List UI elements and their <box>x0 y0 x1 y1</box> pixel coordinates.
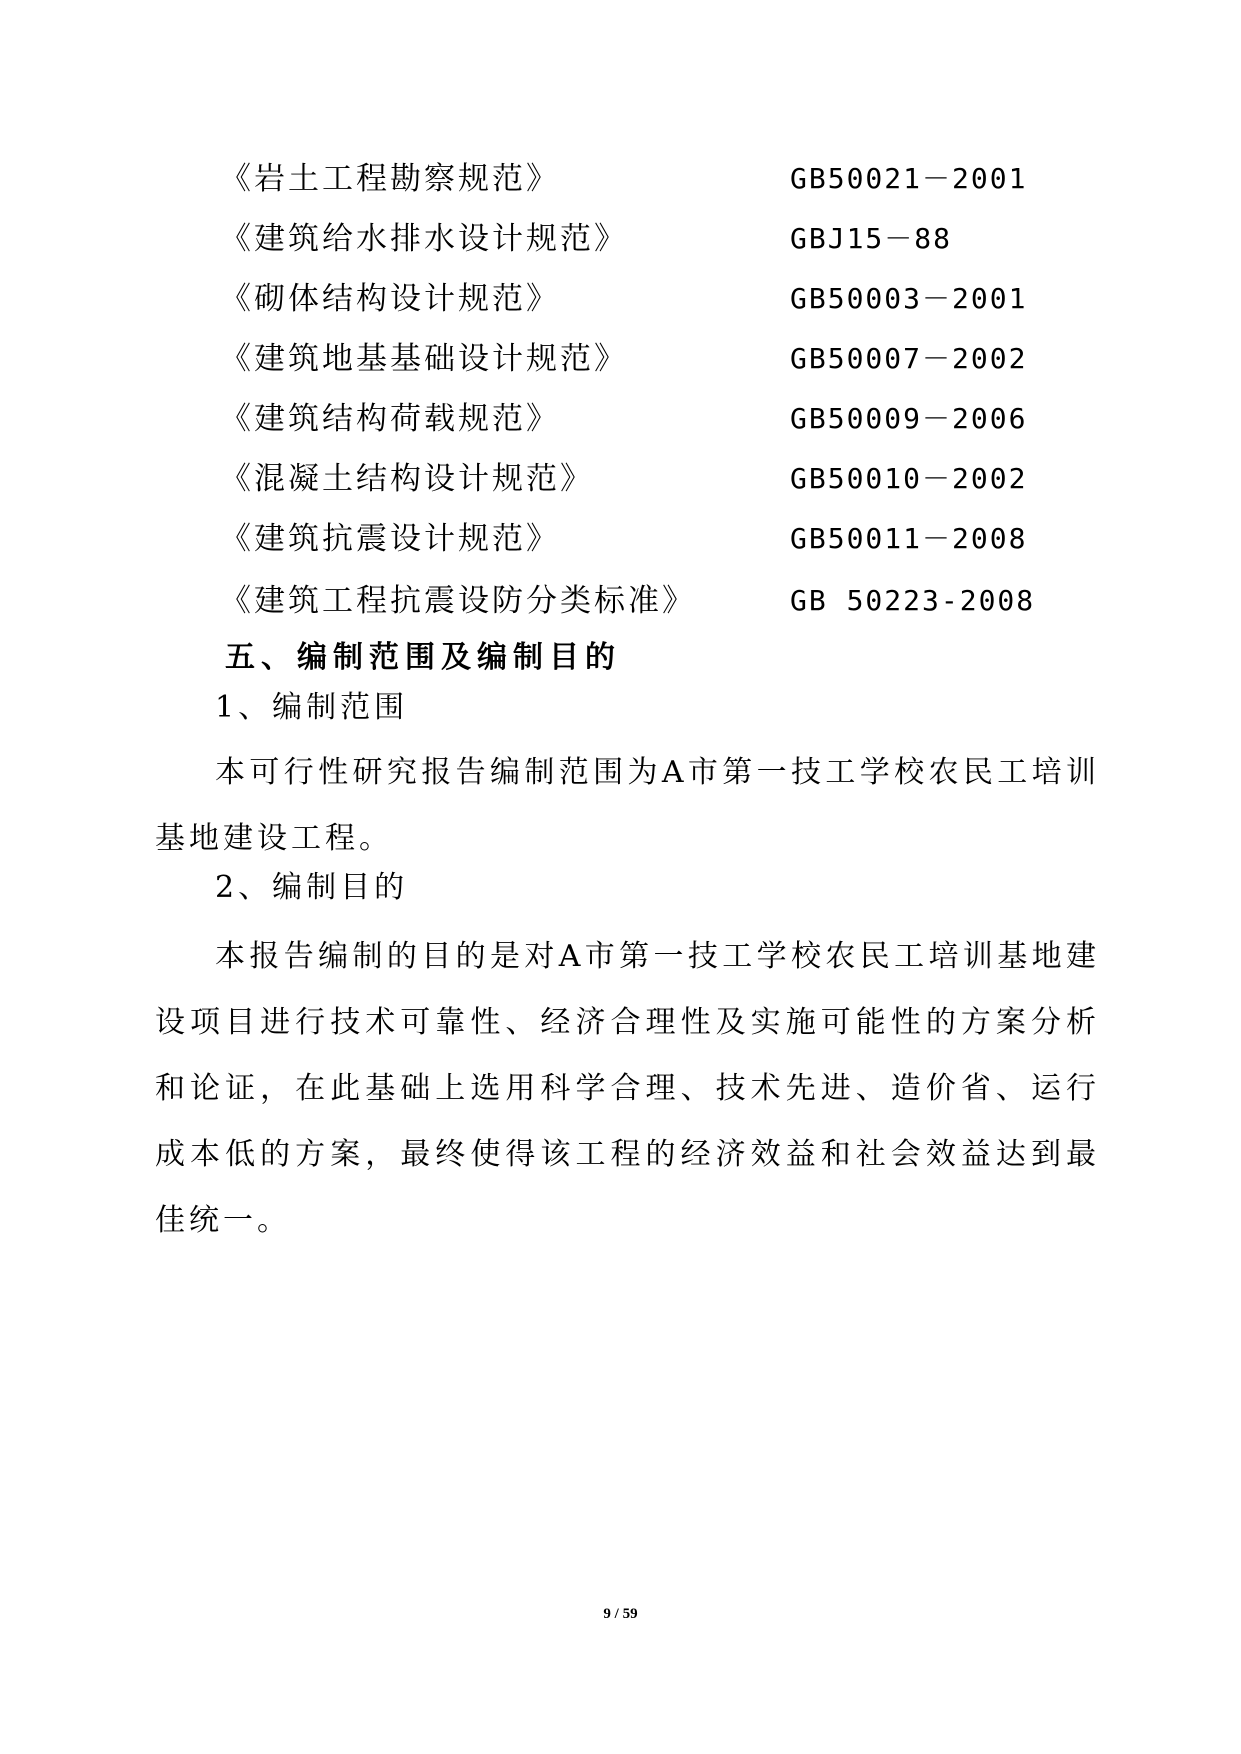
standard-row <box>0 279 1241 319</box>
standard-name: 《建筑地基基础设计规范》 <box>220 341 628 377</box>
standard-row <box>0 159 1241 199</box>
standard-code: GB50003－2001 <box>790 282 1028 315</box>
standard-name: 《建筑抗震设计规范》 <box>220 521 560 557</box>
standard-row <box>0 339 1241 379</box>
scope-paragraph: 本可行性研究报告编制范围为A市第一技工学校农民工培训基地建设工程。 <box>155 755 1100 856</box>
standard-row <box>0 219 1241 259</box>
purpose-title: 2、编制目的 <box>215 870 409 905</box>
standard-code: GB50010－2002 <box>790 462 1028 495</box>
standard-code: GBJ15－88 <box>790 222 953 255</box>
standard-code: GB50011－2008 <box>790 522 1028 555</box>
standard-row <box>0 459 1241 499</box>
standard-code: GB50009－2006 <box>790 402 1028 435</box>
standard-code: GB50007－2002 <box>790 342 1028 375</box>
scope-title: 1、编制范围 <box>215 690 409 725</box>
standard-name: 《建筑给水排水设计规范》 <box>220 221 628 257</box>
standard-row <box>0 581 1241 621</box>
standard-name: 《建筑工程抗震设防分类标准》 <box>220 583 696 619</box>
standard-code: GB 50223-2008 <box>790 584 1036 617</box>
standard-name: 《砌体结构设计规范》 <box>220 281 560 317</box>
standard-name: 《岩土工程勘察规范》 <box>220 161 560 197</box>
section-heading: 五、编制范围及编制目的 <box>225 640 621 675</box>
standard-row <box>0 519 1241 559</box>
standard-name: 《建筑结构荷载规范》 <box>220 401 560 437</box>
standard-row <box>0 399 1241 439</box>
standard-name: 《混凝土结构设计规范》 <box>220 461 594 497</box>
standard-code: GB50021－2001 <box>790 162 1028 195</box>
page-number: 9 / 59 <box>603 1606 638 1622</box>
purpose-paragraph: 本报告编制的目的是对A市第一技工学校农民工培训基地建设项目进行技术可靠性、经济合理性及实施可能性的方案分析和论证，在此基础上选用科学合理、技术先进、造价省、运行成本低的方案，最终使得该工程的经济效益和社会效益达到最佳统一。 <box>155 939 1100 1238</box>
